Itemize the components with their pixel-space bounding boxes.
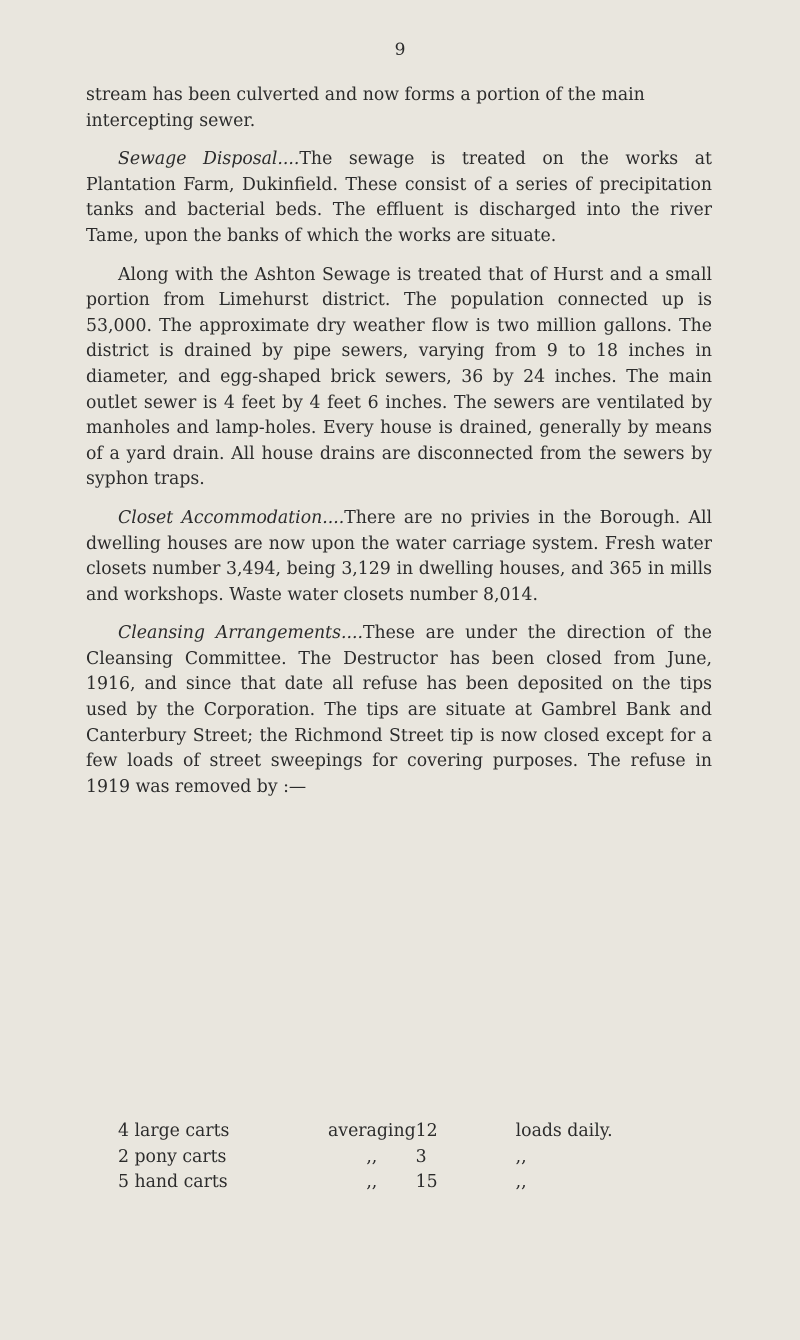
paragraph-text: The sewage is treated on the works at Plantation Farm, Dukinfield. These consist of a series of precipitation tanks and bacterial beds. The effluent is discharged into the river Tame, upon the banks of which the works are situate. bbox=[86, 149, 712, 246]
paragraph-text: stream has been culverted and now forms a portion of the main intercepting sewer. bbox=[86, 85, 645, 131]
cart-description: 5 hand carts bbox=[118, 1172, 228, 1192]
paragraph-text: Along with the Ashton Sewage is treated that of Hurst and a small portion from Limehurst district. The population connected up is 53,000. The approximate dry weather flow is two million gallons. The district is drained by pipe sewers, varying from 9 to 18 inches in diameter, and egg-shaped brick sewers, 36 by 24 inches. The main outlet sewer is 4 feet by 4 feet 6 inches. The sewers are ventilated by manholes and lamp-holes. Every house is drained, generally by means of a yard drain. All house drains are disconnected from the sewers by syphon traps. bbox=[86, 264, 712, 490]
section-heading-sewage-disposal: Sewage Disposal.... bbox=[118, 149, 300, 170]
loads-unit: ,, bbox=[515, 1146, 527, 1167]
loads-value: 12 bbox=[415, 1121, 438, 1141]
ditto-mark: averaging bbox=[328, 1121, 416, 1141]
loads-unit: loads daily. bbox=[515, 1121, 613, 1141]
paragraph-culvert-continuation bbox=[86, 83, 712, 134]
paragraph-text: These are under the direction of the Cleansing Committee. The Destructor has been closed from June, 1916, and since that date all refuse has been deposited on the tips used by the Corporation. The tips are situate at Gambrel Bank and Canterbury Street; the Richmond Street tip is now closed except for a few loads of street sweepings for covering purposes. The refuse in 1919 was removed by :— bbox=[86, 623, 712, 797]
document-body bbox=[86, 83, 712, 800]
ditto-mark: ,, bbox=[366, 1172, 378, 1192]
ditto-mark: ,, bbox=[366, 1146, 378, 1167]
page-number: 9 bbox=[394, 40, 406, 60]
paragraph-sewage-disposal bbox=[86, 147, 712, 249]
section-heading-cleansing-arrangements: Cleansing Arrangements.... bbox=[118, 623, 363, 644]
cart-description: 4 large carts bbox=[118, 1121, 230, 1141]
loads-value: 15 bbox=[415, 1172, 438, 1192]
paragraph-cleansing-arrangements bbox=[86, 621, 712, 800]
table-row bbox=[118, 1170, 613, 1196]
table-row bbox=[118, 1119, 613, 1145]
paragraph-closet-accommodation bbox=[86, 506, 712, 608]
section-heading-closet-accommodation: Closet Accommodation.... bbox=[118, 507, 345, 528]
loads-value: 3 bbox=[415, 1146, 427, 1167]
paragraph-text: There are no privies in the Borough. All dwelling houses are now upon the water carriage system. Fresh water closets number 3,494, being 3,129 in dwelling houses, and 365 in mills and workshops. Waste water closets number 8,014. bbox=[86, 507, 712, 605]
table-row bbox=[118, 1145, 613, 1171]
refuse-removal-table bbox=[118, 1119, 613, 1196]
cart-description: 2 pony carts bbox=[118, 1146, 227, 1167]
loads-unit: ,, bbox=[515, 1172, 527, 1192]
paragraph-ashton-sewage bbox=[86, 263, 712, 493]
